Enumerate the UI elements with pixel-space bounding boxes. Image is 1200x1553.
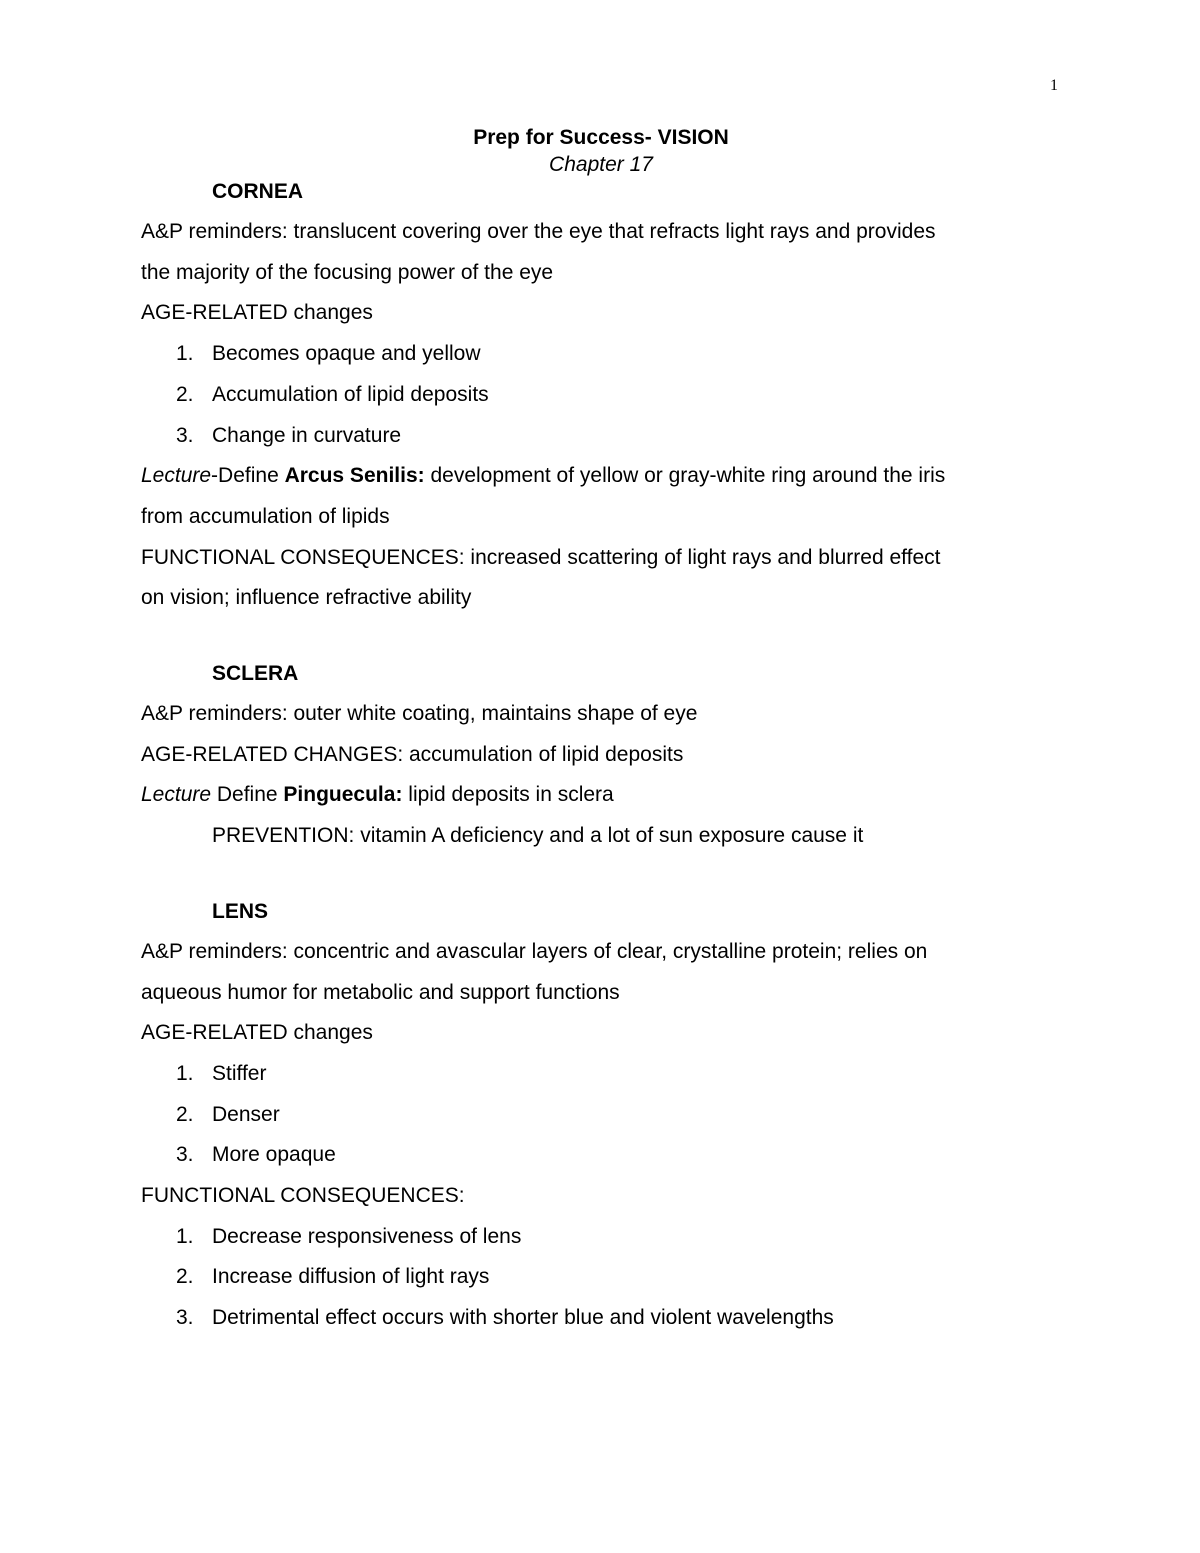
- lens-heading: LENS: [212, 899, 269, 923]
- list-number: 2.: [176, 1265, 194, 1289]
- cornea-ap-line-2: the majority of the focusing power of the eye: [141, 260, 554, 284]
- cornea-func-line-1: FUNCTIONAL CONSEQUENCES: increased scattering of light rays and blurred effect: [141, 545, 941, 569]
- cornea-heading: CORNEA: [212, 180, 304, 203]
- list-item: [141, 1257, 1061, 1298]
- lecture-definition: lipid deposits in sclera: [402, 783, 614, 807]
- list-number: 2.: [176, 382, 194, 406]
- list-number: 3.: [176, 1306, 194, 1330]
- list-item: [141, 334, 1061, 375]
- sclera-age-line: AGE-RELATED CHANGES: accumulation of lipid deposits: [141, 742, 684, 766]
- list-item: [141, 416, 1061, 457]
- list-item: [141, 1298, 1061, 1339]
- lecture-term: Pinguecula:: [283, 783, 403, 807]
- sclera-ap-line: A&P reminders: outer white coating, maintains shape of eye: [141, 702, 698, 726]
- list-number: 1.: [176, 1061, 194, 1085]
- sclera-prevention: PREVENTION: vitamin A deficiency and a lot of sun exposure cause it: [212, 824, 864, 848]
- lecture-define: Define: [211, 783, 284, 807]
- cornea-func-line-2: on vision; influence refractive ability: [141, 586, 472, 610]
- list-item-text: Increase diffusion of light rays: [212, 1265, 490, 1289]
- sclera-heading: SCLERA: [212, 662, 299, 686]
- list-item: [141, 375, 1061, 416]
- lens-section: [141, 898, 1061, 1339]
- list-number: 2.: [176, 1102, 194, 1126]
- list-item: [141, 1054, 1061, 1095]
- list-number: 3.: [176, 1143, 194, 1167]
- lecture-define: -Define: [211, 464, 285, 488]
- document-body: [141, 124, 1061, 1339]
- section-spacer: [141, 619, 1061, 660]
- lecture-label: Lecture: [141, 783, 212, 807]
- list-item-text: Becomes opaque and yellow: [212, 342, 481, 366]
- cornea-ap-line-1: A&P reminders: translucent covering over the eye that refracts light rays and provides: [141, 220, 936, 243]
- lens-ap-line-2: aqueous humor for metabolic and support functions: [141, 980, 620, 1004]
- lecture-term: Arcus Senilis:: [284, 464, 425, 488]
- list-item: [141, 1095, 1061, 1136]
- list-item-text: Detrimental effect occurs with shorter blue and violent wavelengths: [212, 1306, 834, 1330]
- list-item-text: Change in curvature: [212, 423, 402, 447]
- list-item-text: Accumulation of lipid deposits: [212, 382, 489, 406]
- list-item-text: More opaque: [212, 1143, 336, 1167]
- cornea-lecture-line-2: from accumulation of lipids: [141, 504, 390, 528]
- cornea-lecture-line-1: [141, 456, 1061, 497]
- list-item-text: Denser: [212, 1102, 280, 1126]
- list-item: [141, 1135, 1061, 1176]
- list-item-text: Stiffer: [212, 1061, 267, 1085]
- list-number: 3.: [176, 423, 194, 447]
- list-number: 1.: [176, 342, 194, 366]
- cornea-age-list: [141, 334, 1061, 456]
- sclera-lecture-line: [141, 775, 1061, 816]
- lens-func-label: FUNCTIONAL CONSEQUENCES:: [141, 1184, 465, 1208]
- sclera-section: [141, 660, 1061, 857]
- document-title: Prep for Success- VISION: [473, 126, 729, 149]
- lecture-definition: development of yellow or gray-white ring around the iris: [424, 464, 946, 488]
- lens-func-list: [141, 1217, 1061, 1339]
- list-item: [141, 1217, 1061, 1258]
- lens-age-list: [141, 1054, 1061, 1176]
- lens-age-label: AGE-RELATED changes: [141, 1021, 373, 1045]
- document-subtitle: Chapter 17: [549, 153, 653, 176]
- lens-ap-line-1: A&P reminders: concentric and avascular layers of clear, crystalline protein; relies on: [141, 939, 928, 963]
- list-item-text: Decrease responsiveness of lens: [212, 1224, 522, 1248]
- lecture-label: Lecture: [141, 464, 212, 488]
- section-spacer: [141, 857, 1061, 898]
- cornea-section: [141, 178, 1061, 619]
- page-number: 1: [1050, 77, 1058, 94]
- cornea-age-label: AGE-RELATED changes: [141, 301, 373, 325]
- list-number: 1.: [176, 1224, 194, 1248]
